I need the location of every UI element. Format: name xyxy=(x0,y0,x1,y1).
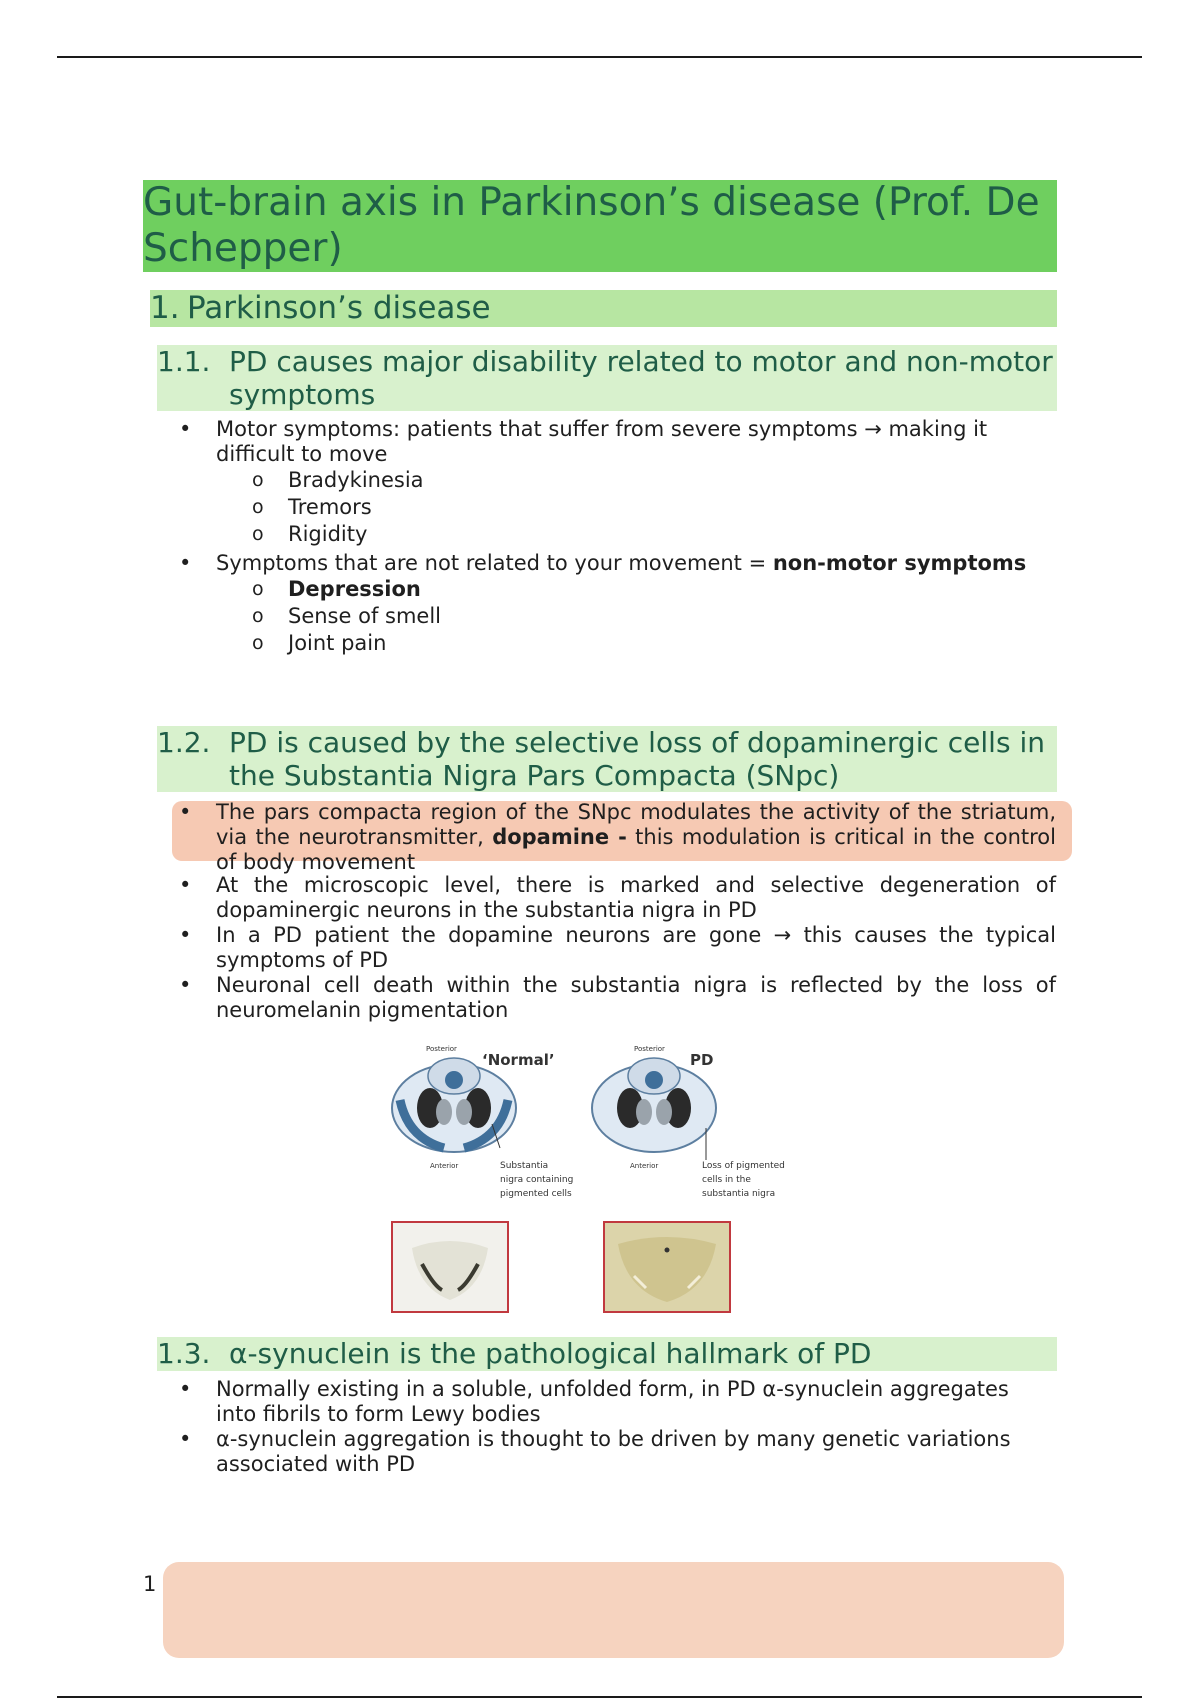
sub-list-item xyxy=(288,576,988,603)
list-item: • Motor symptoms: patients that suffer from severe symptoms → making it difficult to move xyxy=(216,417,1056,467)
subsection-number: 1.1. xyxy=(157,345,211,378)
anterior-label: Anterior xyxy=(630,1162,659,1170)
sub-list-item: o Rigidity xyxy=(288,521,988,548)
sub-list-item-bold: Depression xyxy=(288,577,421,601)
top-rule xyxy=(57,56,1142,58)
section-number: 1. xyxy=(150,290,180,326)
list-item: • In a PD patient the dopamine neurons are gone → this causes the typical symptoms of PD xyxy=(216,923,1056,973)
normal-caption: Substantia xyxy=(500,1161,549,1171)
normal-caption: pigmented cells xyxy=(500,1189,572,1199)
normal-midbrain-photo xyxy=(392,1222,508,1312)
subsection-number: 1.3. xyxy=(157,1337,211,1370)
subsection-label: PD is caused by the selective loss of dopaminergic cells in the Substantia Nigra Pars Compacta (SNpc) xyxy=(229,726,1045,792)
pd-midbrain-photo xyxy=(604,1222,730,1312)
normal-caption: nigra containing xyxy=(500,1175,574,1185)
page-title: Gut-brain axis in Parkinson’s disease (Prof. De Schepper) xyxy=(143,180,1057,272)
subsection-heading-1-2 xyxy=(157,726,1057,792)
normal-label: ‘Normal’ xyxy=(482,1051,555,1069)
page-number: 1 xyxy=(143,1572,157,1596)
subsection-heading-1-1 xyxy=(157,345,1057,411)
list-item-bold: non-motor symptoms xyxy=(772,551,1027,575)
footer-highlight-box xyxy=(163,1562,1064,1658)
list-item xyxy=(216,551,1056,576)
subsection-label: α-synuclein is the pathological hallmark of PD xyxy=(229,1337,872,1370)
bullet-list-1-3 xyxy=(0,1377,1200,1477)
list-item: • Neuronal cell death within the substantia nigra is reflected by the loss of neuromelanin pigmentation xyxy=(216,973,1056,1023)
normal-midbrain-diagram xyxy=(392,1058,516,1152)
sub-list-item: o Sense of smell xyxy=(288,603,988,630)
midbrain-figure xyxy=(382,1038,812,1320)
sub-list-item: o Bradykinesia xyxy=(288,467,988,494)
list-item-text: this modulation is critical in the control of body movement xyxy=(216,825,1056,874)
bullet-list-1-2 xyxy=(0,800,1200,1023)
anterior-label: Anterior xyxy=(430,1162,459,1170)
pd-caption: cells in the xyxy=(702,1175,751,1185)
subsection-number: 1.2. xyxy=(157,726,211,759)
list-item-bold: dopamine - xyxy=(492,825,627,849)
sub-list-item: o Tremors xyxy=(288,494,988,521)
bullet-list-1-1 xyxy=(0,417,1200,657)
list-item-text: Symptoms that are not related to your movement = xyxy=(216,551,773,575)
list-item-text: The pars compacta region of the SNpc modulates the activity of the striatum, via the neurotransmitter, xyxy=(216,800,1056,849)
pd-label: PD xyxy=(690,1051,714,1069)
list-item: • Normally existing in a soluble, unfolded form, in PD α-synuclein aggregates into fibrils to form Lewy bodies xyxy=(216,1377,1026,1427)
pd-caption: substantia nigra xyxy=(702,1189,776,1199)
list-item: • α-synuclein aggregation is thought to be driven by many genetic variations associated with PD xyxy=(216,1427,1026,1477)
pd-caption: Loss of pigmented xyxy=(702,1161,785,1171)
sub-list-item: o Joint pain xyxy=(288,630,988,657)
section-label: Parkinson’s disease xyxy=(187,290,491,326)
posterior-label: Posterior xyxy=(634,1045,665,1053)
midbrain-illustration xyxy=(382,1038,812,1320)
list-item xyxy=(216,800,1056,875)
list-item: • At the microscopic level, there is marked and selective degeneration of dopaminergic neurons in the substantia nigra in PD xyxy=(216,873,1056,923)
posterior-label: Posterior xyxy=(426,1045,457,1053)
bottom-rule xyxy=(57,1696,1142,1698)
section-heading-1 xyxy=(150,290,1057,327)
pd-midbrain-diagram xyxy=(592,1058,716,1160)
subsection-heading-1-3 xyxy=(157,1337,1057,1371)
subsection-label: PD causes major disability related to motor and non-motor symptoms xyxy=(229,345,1053,411)
